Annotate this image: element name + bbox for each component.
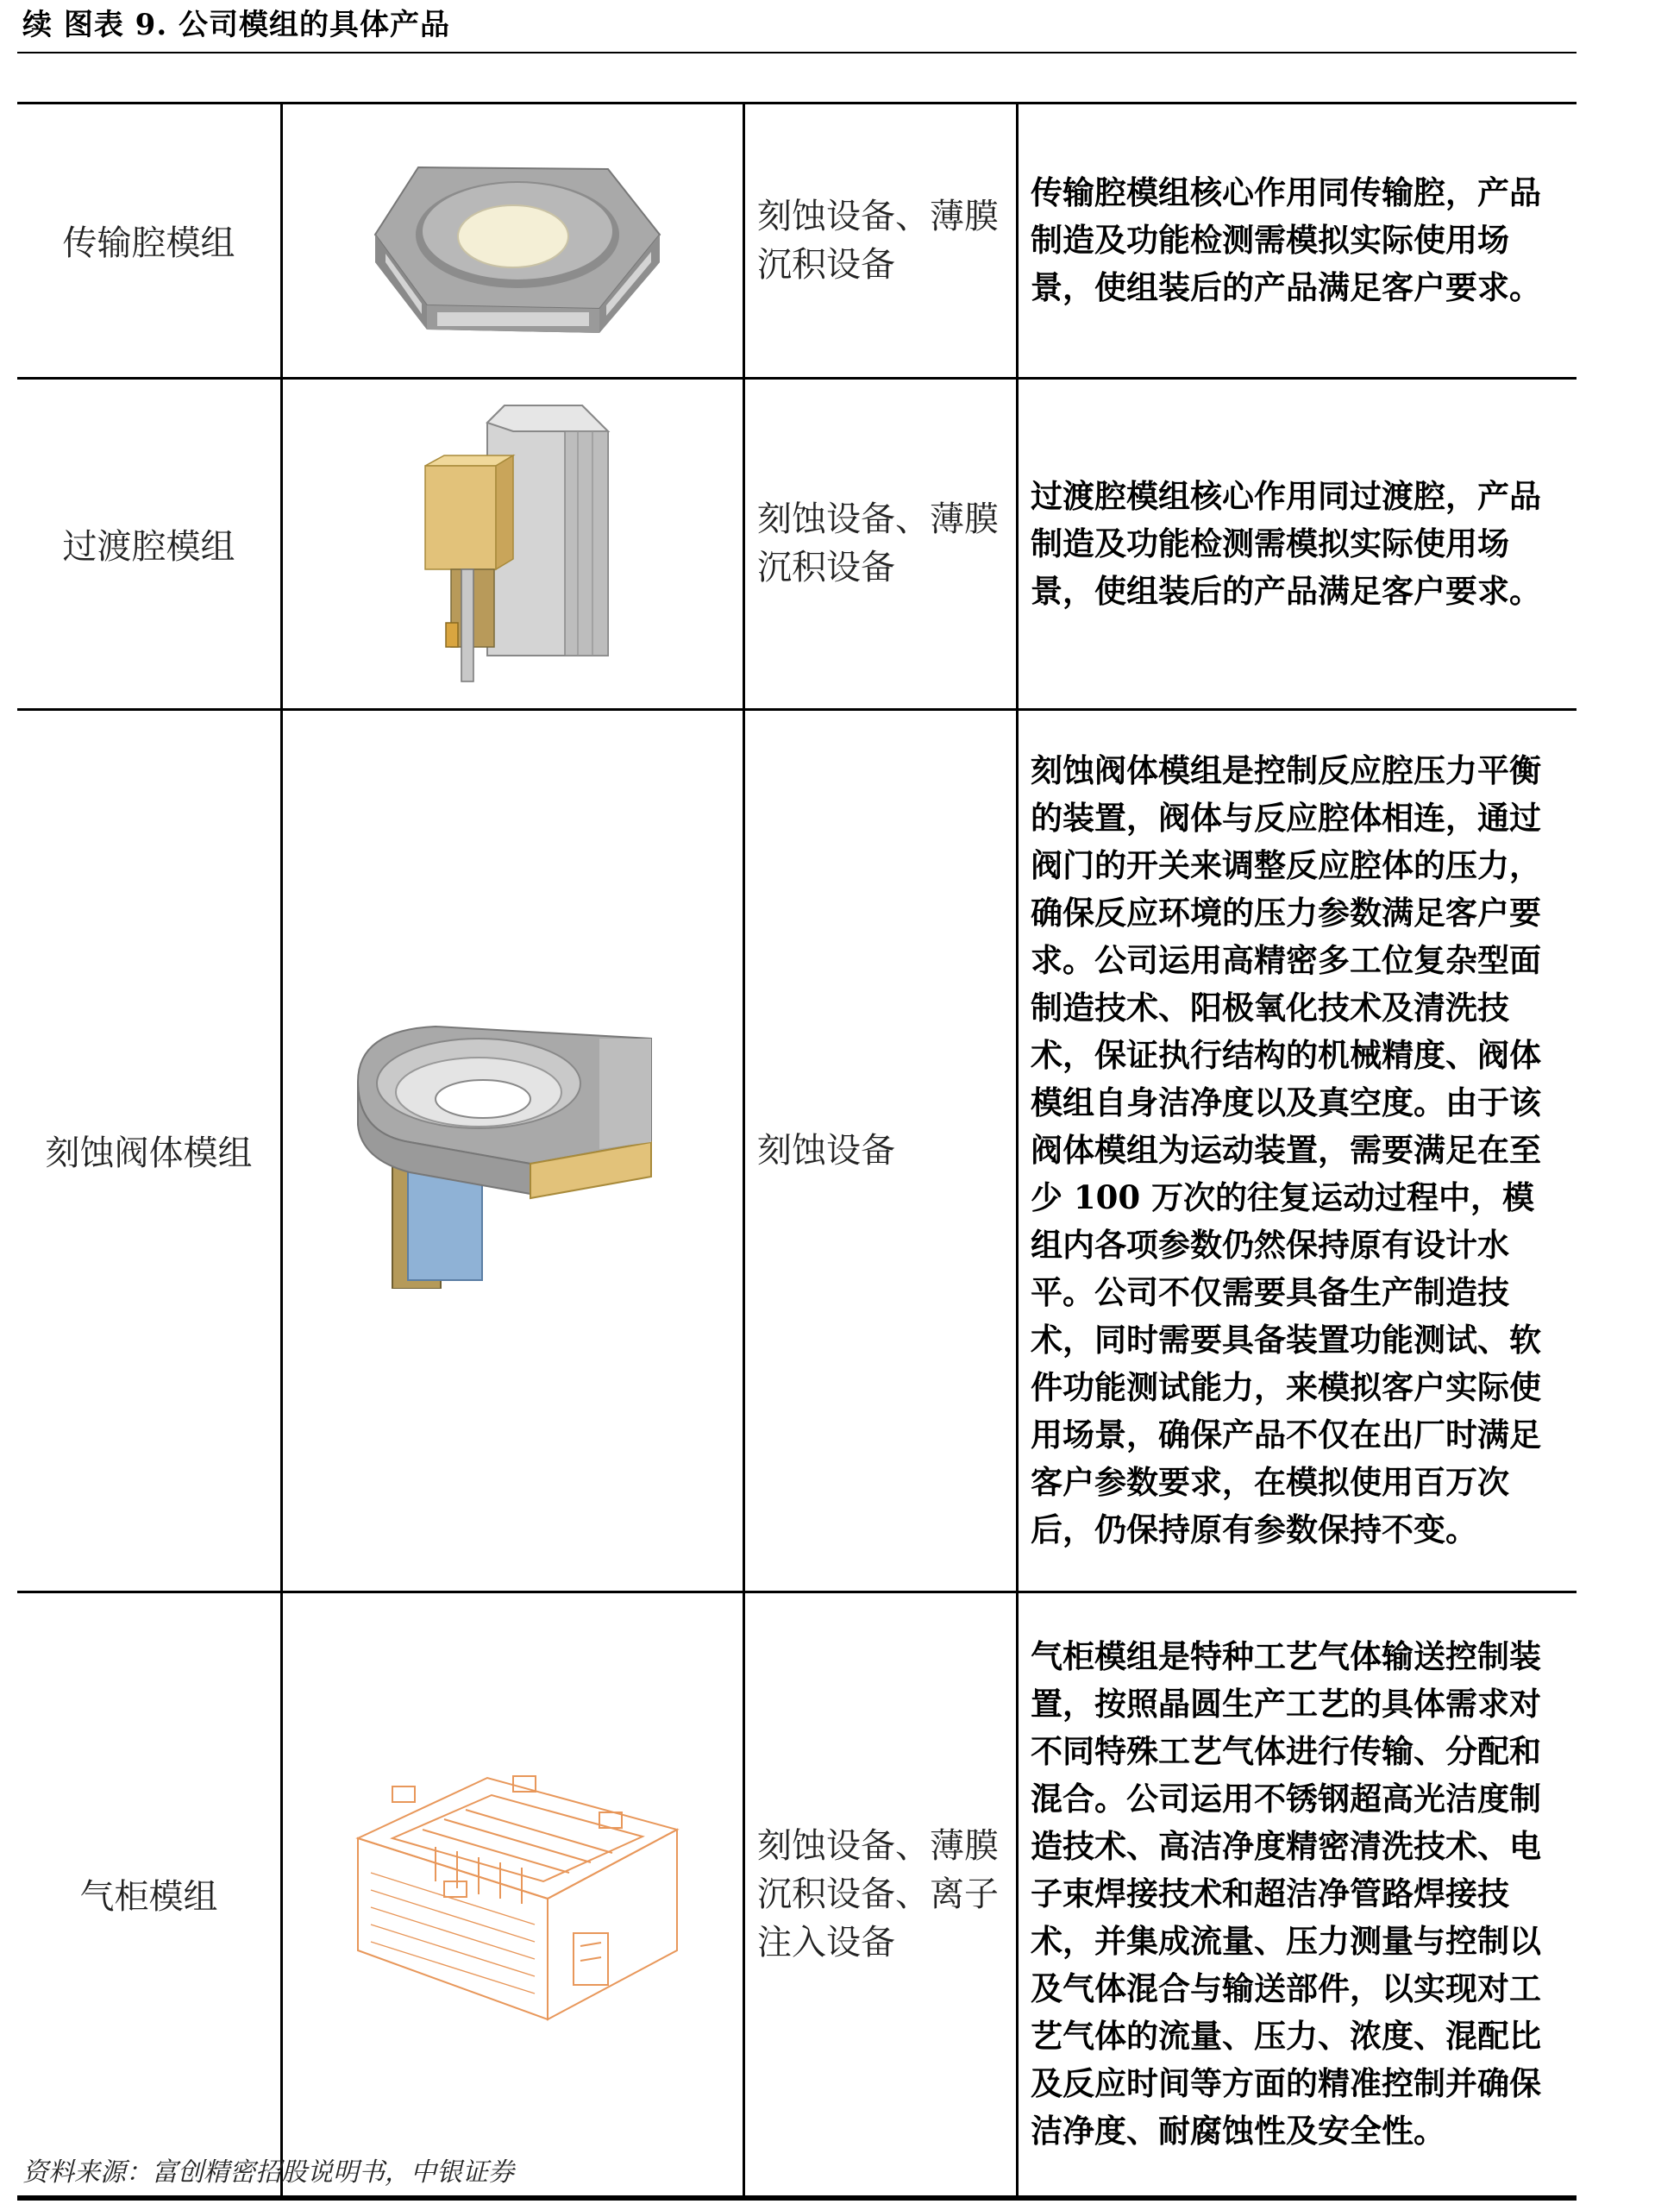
table-row xyxy=(17,1592,1577,2195)
applicable-equipment: 刻蚀设备 xyxy=(744,709,1018,1592)
applicable-equipment: 刻蚀设备、薄膜沉积设备 xyxy=(744,378,1018,709)
module-description: 过渡腔模组核心作用同过渡腔，产品制造及功能检测需模拟实际使用场景，使组装后的产品满足客户要求。 xyxy=(1018,378,1577,709)
hexagonal-transfer-chamber-icon xyxy=(341,133,686,348)
applicable-equipment: 刻蚀设备、薄膜沉积设备、离子注入设备 xyxy=(744,1592,1018,2195)
module-image-cell xyxy=(282,378,744,709)
module-name: 刻蚀阀体模组 xyxy=(17,709,282,1592)
transition-chamber-block-icon xyxy=(384,397,643,690)
source-note: 资料来源：富创精密招股说明书，中银证券 xyxy=(22,2157,514,2188)
table-bottom-rule xyxy=(17,2195,1577,2201)
module-image-cell xyxy=(282,709,744,1592)
module-image-cell xyxy=(282,1592,744,2195)
module-description: 刻蚀阀体模组是控制反应腔压力平衡的装置，阀体与反应腔体相连，通过阀门的开关来调整反应腔体的压力，确保反应环境的压力参数满足客户要求。公司运用高精密多工位复杂型面制造技术、阳极氧化技术及清洗技术，保证执行结构的机械精度、阀体模组自身洁净度以及真空度。由于该阀体模组为运动装置，需要满足在至少 100 万次的往复运动过程中，模组内各项参数仍然保持原有设计水平。公司不仅需要具备生产制造技术，同时需要具备装置功能测试、软件功能测试能力，来模拟客户实际使用场景，确保产品不仅在出厂时满足客户参数要求，在模拟使用百万次后，仍保持原有参数保持不变。 xyxy=(1018,709,1577,1592)
title-rule xyxy=(17,52,1577,53)
table-row xyxy=(17,378,1577,709)
module-description: 传输腔模组核心作用同传输腔，产品制造及功能检测需模拟实际使用场景，使组装后的产品满足客户要求。 xyxy=(1018,104,1577,378)
module-name: 传输腔模组 xyxy=(17,104,282,378)
etch-valve-body-icon xyxy=(341,1013,686,1289)
module-name: 过渡腔模组 xyxy=(17,378,282,709)
module-description: 气柜模组是特种工艺气体输送控制装置，按照晶圆生产工艺的具体需求对不同特殊工艺气体进行传输、分配和混合。公司运用不锈钢超高光洁度制造技术、高洁净度精密清洗技术、电子束焊接技术和超洁净管路焊接技术，并集成流量、压力测量与控制以及气体混合与输送部件，以实现对工艺气体的流量、压力、浓度、混配比及反应时间等方面的精准控制并确保洁净度、耐腐蚀性及安全性。 xyxy=(1018,1592,1577,2195)
table-row xyxy=(17,709,1577,1592)
product-table xyxy=(17,104,1577,2195)
module-name: 气柜模组 xyxy=(17,1592,282,2195)
gas-cabinet-drawing-icon xyxy=(341,1761,686,2028)
applicable-equipment: 刻蚀设备、薄膜沉积设备 xyxy=(744,104,1018,378)
product-table-wrap xyxy=(17,102,1577,2201)
figure-title: 续 图表 9. 公司模组的具体产品 xyxy=(22,8,451,42)
module-image-cell xyxy=(282,104,744,378)
table-row xyxy=(17,104,1577,378)
